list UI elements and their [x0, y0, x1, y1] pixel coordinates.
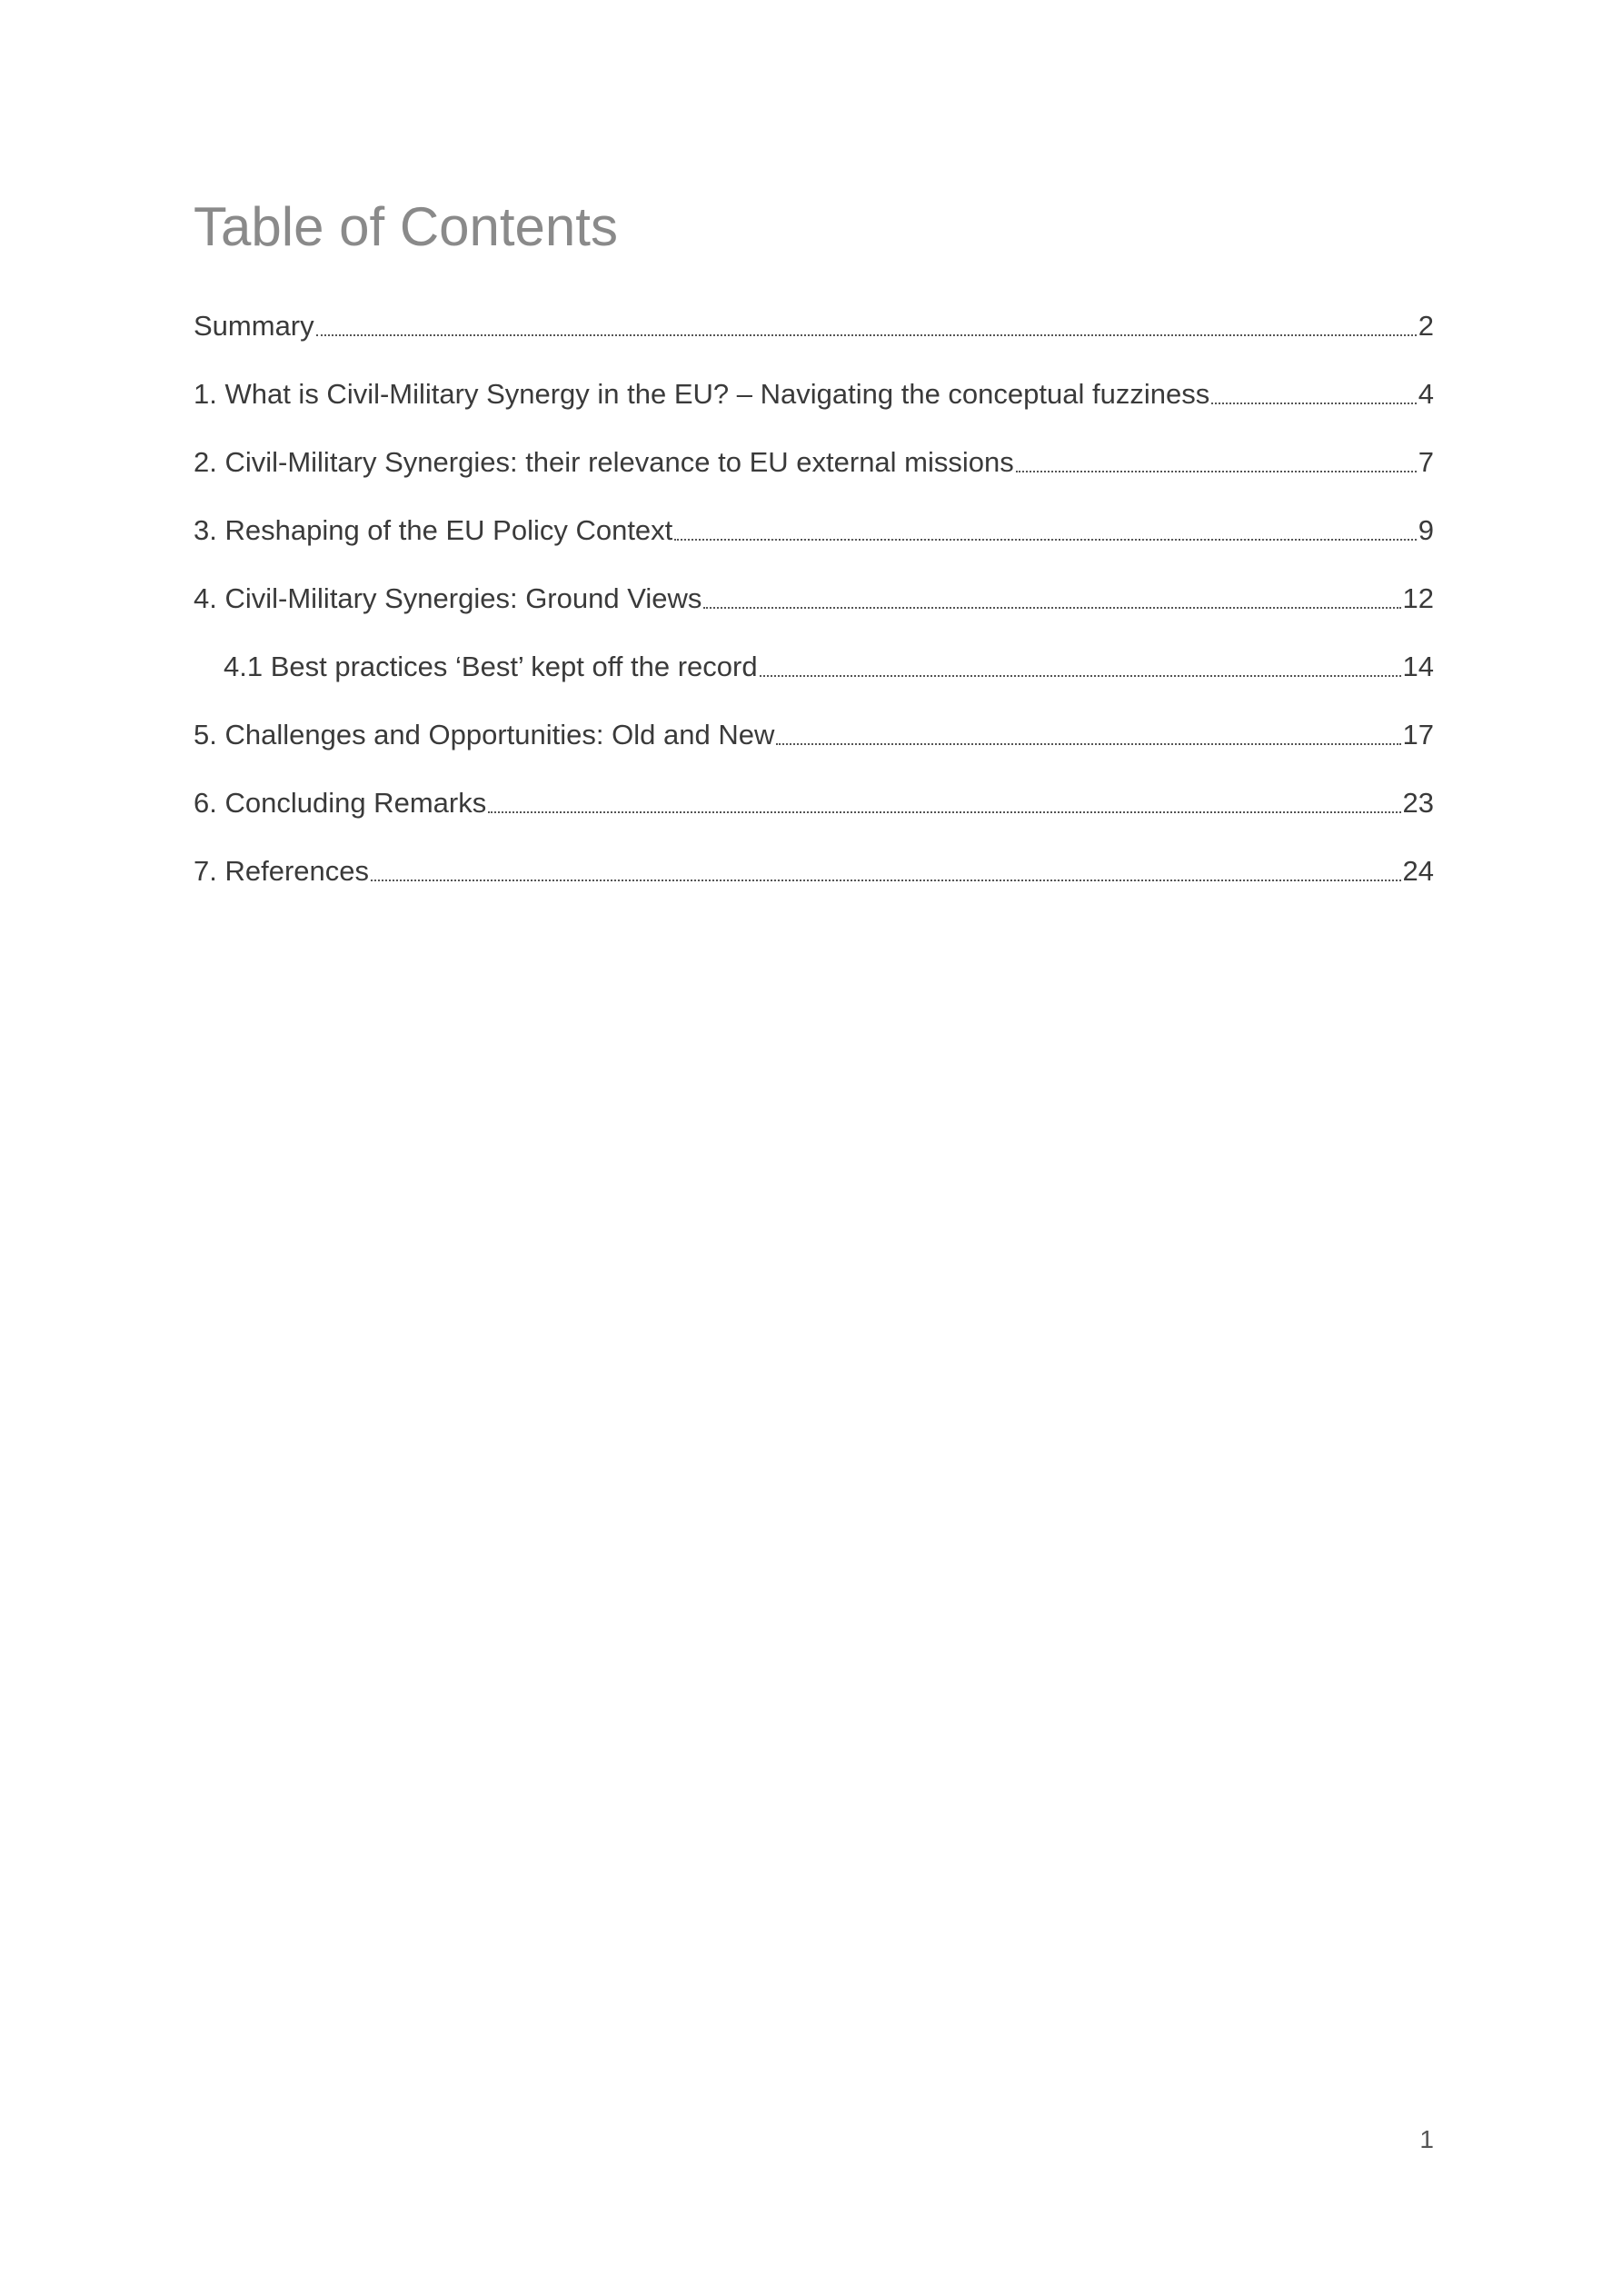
toc-entry-section-1[interactable] [194, 373, 1434, 441]
toc-entry-label: 2. Civil-Military Synergies: their relevance to EU external missions [194, 446, 1014, 478]
dot-leader [760, 675, 1401, 677]
toc-entry-label: Summary [194, 310, 314, 342]
toc-entry-section-7[interactable] [194, 850, 1434, 918]
toc-entry-label: 1. What is Civil-Military Synergy in the EU? – Navigating the conceptual fuzziness [194, 378, 1210, 410]
toc-entry-section-4-1[interactable] [194, 645, 1434, 713]
toc-entry-page: 23 [1402, 787, 1434, 819]
toc-entry-section-3[interactable] [194, 509, 1434, 577]
dot-leader [1016, 471, 1417, 472]
dot-leader [1211, 403, 1417, 404]
toc-entry-summary[interactable] [194, 304, 1434, 373]
toc-entry-section-6[interactable] [194, 781, 1434, 850]
toc-entry-section-2[interactable] [194, 441, 1434, 509]
toc-entry-label: 7. References [194, 855, 369, 887]
toc-entry-page: 24 [1402, 855, 1434, 887]
dot-leader [316, 334, 1417, 336]
table-of-contents [194, 304, 1434, 918]
toc-entry-label: 4. Civil-Military Synergies: Ground Views [194, 582, 702, 614]
dot-leader [776, 743, 1400, 745]
toc-entry-page: 17 [1402, 719, 1434, 750]
dot-leader [488, 811, 1400, 813]
dot-leader [371, 880, 1401, 881]
toc-entry-section-5[interactable] [194, 713, 1434, 781]
toc-entry-page: 14 [1402, 651, 1434, 682]
toc-entry-label: 4.1 Best practices ‘Best’ kept off the record [224, 651, 758, 682]
toc-entry-page: 12 [1402, 582, 1434, 614]
toc-entry-page: 4 [1418, 378, 1434, 410]
page-title: Table of Contents [194, 196, 618, 257]
toc-entry-label: 6. Concluding Remarks [194, 787, 487, 819]
dot-leader [703, 607, 1400, 609]
toc-entry-label: 5. Challenges and Opportunities: Old and New [194, 719, 775, 750]
dot-leader [674, 539, 1416, 541]
toc-entry-page: 2 [1418, 310, 1434, 342]
toc-entry-label: 3. Reshaping of the EU Policy Context [194, 514, 673, 546]
page-number: 1 [1419, 2125, 1434, 2153]
toc-entry-section-4[interactable] [194, 577, 1434, 645]
toc-entry-page: 9 [1418, 514, 1434, 546]
toc-entry-page: 7 [1418, 446, 1434, 478]
